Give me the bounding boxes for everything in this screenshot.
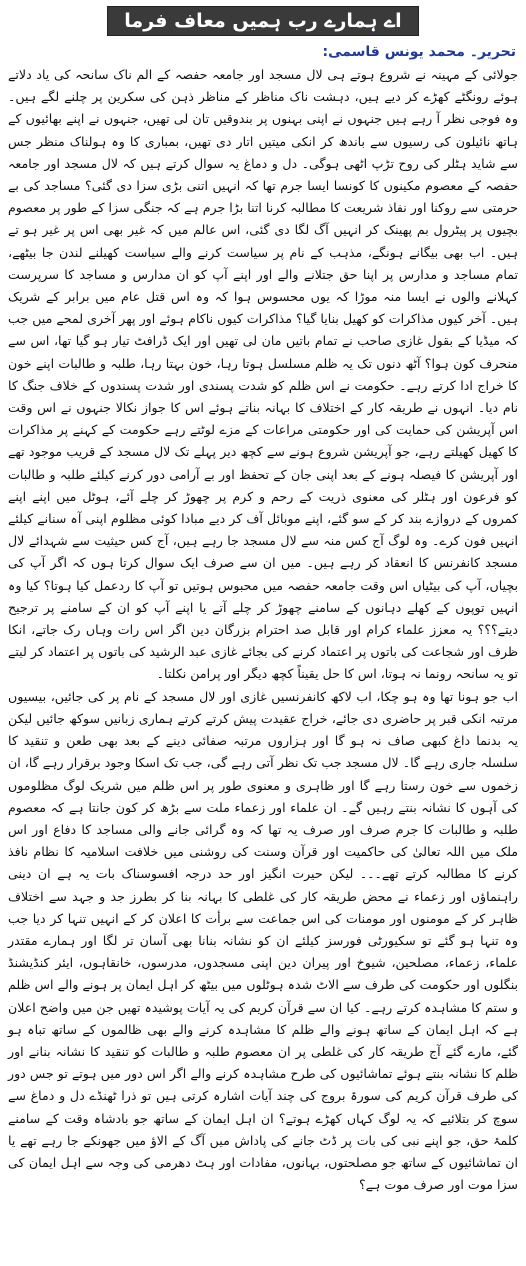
article-paragraph-1: جولائی کے مہینہ نے شروع ہوتے ہی لال مسجد اور جامعہ حفصہ کے الم ناک سانحہ کی یاد دلاتے ہوئے رونگٹے کھڑے کر دیے ہیں، دہشت ناک مناظر کے مناظر ذہن کی سکرین پر چلنے لگے ہیں۔ وہ فوجی نظر آ رہے ہیں جنہوں نے اپنی بہنوں پر بندوقیں تان لی تھیں، جنہوں نے اپنے بھائیوں کے ہاتھ نائیلون کی رسیوں سے باندھ کر انکی میتیں اتار دی تھیں، بمباری کا وہ ہولناک منظر جس سے شاید ہٹلر کی روح تڑپ اٹھی ہوگی۔ دل و دماغ یہ سوال کرتے ہیں کہ لال مسجد اور جامعہ حفصہ کے معصوم مکینوں کا کونسا ایسا جرم تھا کہ انہیں اتنی بڑی سزا دی گئی؟ مساجد کی بے حرمتی سے روکنا اور نفاذ شریعت کا مطالبہ کرنا اتنا بڑا جرم ہے کہ جنگی سزا کے طور پر معصوم بچیوں پر پیٹرول بم پھینک کر انہیں آگ لگا دی گئی، اس عالم میں کہ غیر بھی اس پر غیر ہو تے ہیں۔ اب بھی بیگانے ہونگے، مذہب کے نام پر سیاست کرنے والے سیاست کھیلنے لندن جا بیٹھے، تمام مساجد و مدارس پر اپنا حق جتلانے والے اور اپنے آپ کو ان مدارس و مساجد کا سرپرست کہلانے والوں نے ایسا منہ موڑا کہ یوں محسوس ہوا کہ وہ اس قتل عام میں برابر کے شریک ہیں۔ آخر کیوں مذاکرات کو کھیل بنایا گیا؟ مذاکرات کیوں ناکام ہوئے اور پھر آخری لمحے میں جب کہ میڈیا کے بقول غازی صاحب نے تمام باتیں مان لی تھیں اور ایک ڈرافٹ تیار ہو گیا تھا، اس سے منحرف کون ہوا؟ آٹھ دنوں تک یہ ظلم مسلسل ہوتا رہا، خون بہتا رہا، طلبہ و طالبات اپنے خون کا خراج ادا کرتے رہے۔ حکومت نے اس ظلم کو شدت پسندی اور شدت پسندوں کے خلاف جنگ کا نام دیا۔ انہوں نے طریقہ کار کے اختلاف کا بہانہ بناتے ہوئے اس کا جواز نکالا جنہوں نے اس وقت اس آپریشن کی حمایت کی اور حکومتی مراعات کے مزے لوٹتے رہے حکومت کے کہنے پر مذاکرات کا کھیل کھیلتے رہے، جو آپریشن شروع ہونے سے کچھ دیر پہلے تک لال مسجد کے قریب موجود تھے اور آپریشن کا فیصلہ ہونے کے بعد اپنی جان کے تحفظ اور بے آرامی دور کرنے کیلئے طلبہ و طالبات کو فرعون اور ہٹلر کی معنوی ذریت کے رحم و کرم پر چھوڑ کر چلے آئے، ہوٹل میں اپنے اپنے کمروں کے دروازے بند کر کے سو گئے، اپنے موبائل آف کر دیے مبادا کوئی مظلوم اپنی آہ سنانے کیلئے انہیں فون کرے۔ وہ لوگ آج کس منہ سے لال مسجد جا رہے ہیں، آج کس حیثیت سے شہدائے لال مسجد کانفرنس کا انعقاد کر رہے ہیں۔ میں ان سے صرف ایک سوال کرتا ہوں کہ اگر آپ کی بچیاں، آپ کی بیٹیاں اس وقت جامعہ حفصہ میں محبوس ہوتیں تو آپ کا ردعمل کیا ہوتا؟ کیا وہ انہیں توپوں کے کھلے دہانوں کے سامنے چھوڑ کر چلے آتے یا اپنے آپ کو ان کے سامنے پر ترجیح دیتے؟؟؟ یہ معزز علماء کرام اور قابل صد احترام بزرگان دین اگر اس رات وہاں رک جاتے، انکا ظرف اور شجاعت کی باتوں پر اعتماد کرنے کی بجائے غازی عبد الرشید کی باتوں پر اعتماد کر لیتے تو یہ سانحہ رونما نہ ہوتا، اس کا حل یقیناً کچھ دیگر اور پرامن نکلتا۔	[8, 67, 518, 682]
article-byline: تحریر۔ محمد یونس قاسمی:	[322, 44, 516, 60]
article-body	[4, 64, 522, 1196]
article-paragraph-2: اب جو ہونا تھا وہ ہو چکا، اب لاکھ کانفرنسیں غازی اور لال مسجد کے نام پر کی جائیں، بیسیوں مرتبہ انکی قبر پر حاضری دی جائے، خراج عقیدت پیش کرتے کرتے ہماری زبانیں سوکھ جائیں لیکن یہ بدنما داغ کبھی صاف نہ ہو گا اور ہزاروں مرتبہ صفائی دینے کے بعد بھی طعن و تنقید کا سلسلہ جاری رہے گا۔ لال مسجد جب تک نظر آتی رہے گی، جب تک اسکا وجود برقرار رہے گا، ان زخموں سے خون رستا رہے گا اور ظاہری و معنوی طور پر اس ظلم میں شریک لوگ مظلوموں کی آہوں کا نشانہ بنتے رہیں گے۔ ان علماء اور زعماء ملت سے بڑھ کر کون جانتا ہے کہ معصوم طلبہ و طالبات کا جرم صرف اور صرف یہ تھا کہ وہ گرائی جانے والی مساجد کا دفاع اور اس ملک میں اللہ تعالیٰ کی حاکمیت اور قرآن وسنت کی روشنی میں خلافت اسلامیہ کا نظام نافذ کرنے کا مطالبہ کرتے تھے۔۔۔ لیکن حیرت انگیز اور حد درجہ افسوسناک بات یہ ہے ان دینی راہنماؤں اور زعماء نے محض طریقہ کار کی غلطی کا بہانہ بنا کر بطرز جد و جہد سے اختلاف ظاہر کر کے مومنوں اور مومنات کی اس جماعت سے برأت کا اعلان کر کے انہیں تنہا کر دیا جب وہ تنہا ہو گئے تو سکیورٹی فورسز کیلئے ان کو نشانہ بنانا بھی آسان تر لگا اور ہمارے مقتدر علماء، زعماء، مصلحین، شیوخ اور پیران دین اپنی مسجدوں، مدرسوں، خانقاہوں، ایئر کنڈیشنڈ بنگلوں اور حکومت کی طرف سے الاٹ شدہ ہوٹلوں میں بیٹھ کر اہل ایمان پر ہونے والے اس ظلم و ستم کا مشاہدہ کرتے رہے۔ کیا ان سے قرآن کریم کی یہ آیات پوشیدہ تھیں جن میں واضح اعلان ہے کہ اہل ایمان کے ساتھ ہونے والے ظلم کا مشاہدہ کرنے والے بھی ظالموں کے ساتھ تباہ ہو گئے، مارے گئے آج طریقہ کار کی غلطی پر ان معصوم طلبہ و طالبات کو تنقید کا نشانہ بنانے اور ظلم کا نشانہ بنتے ہوئے تماشائیوں کی طرح مشاہدہ کرنے والے اگر اس دور میں ہوتے تو جس دور کی طرف قرآن کریم کی سورۃ بروج کی چند آیات اشارہ کرتی ہیں تو ذرا ٹھنڈے دل و دماغ سے سوچ کر بتلائیے کہ یہ لوگ کہاں کھڑے ہوتے؟ ان اہل ایمان کے ساتھ جو بادشاہ وقت کے سامنے کلمۂ حق، جو اپنے نبی کی بات پر ڈٹ جانے کی پاداش میں آگ کے الاؤ میں جھونکے جا رہے تھے یا ان تماشائیوں کے ساتھ جو مصلحتوں، بہانوں، مفادات اور ہٹ دھرمی کی وجہ سے اہل ایمان کی سزا موت اور صرف موت ہے؟	[8, 688, 518, 1193]
headline-banner	[4, 6, 522, 36]
article-headline: اے ہمارے رب ہمیں معاف فرما	[107, 6, 418, 36]
